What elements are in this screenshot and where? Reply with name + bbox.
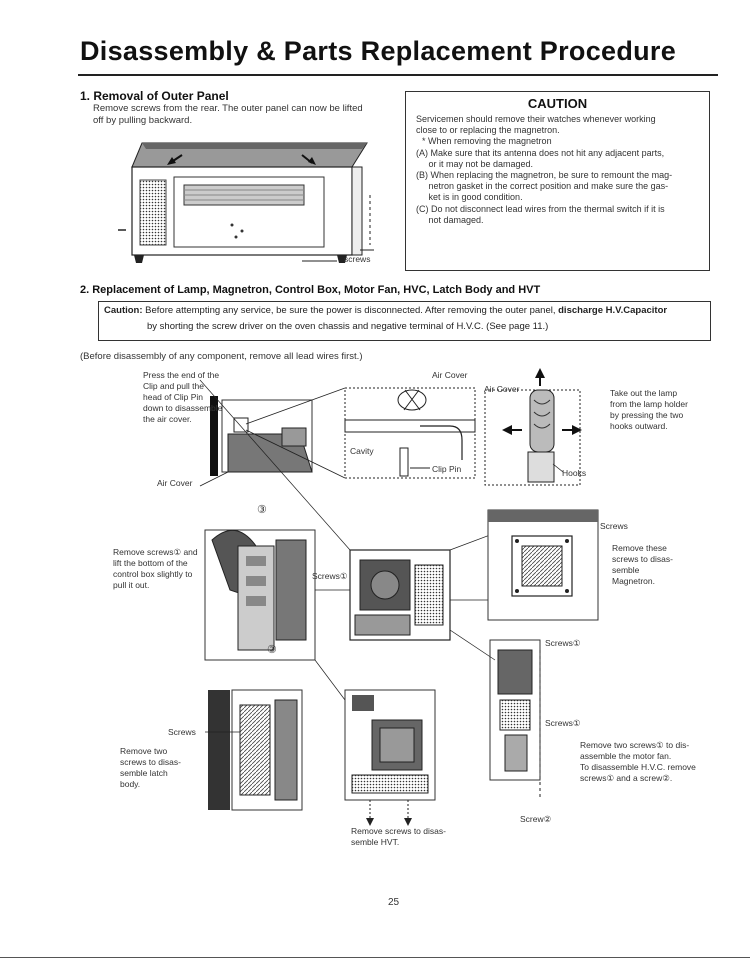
label-magnetron-2: screws to disas- [612, 554, 673, 564]
label-air-cover-top: Air Cover [432, 370, 468, 380]
label-control-2: lift the bottom of the [113, 558, 188, 568]
label-magnetron-3: semble [612, 565, 640, 575]
bottom-rule [0, 957, 750, 958]
label-magnetron-4: Magnetron. [612, 576, 655, 586]
label-control-4: pull it out. [113, 580, 150, 590]
label-clip-pin: Clip Pin [432, 464, 462, 474]
label-screws-left: Screws [168, 727, 196, 737]
label-screws-right: Screws [600, 521, 628, 531]
section1-text-2: off by pulling backward. [93, 115, 193, 126]
label-press-end-4: down to disassemble [143, 403, 223, 413]
section2-caution-box [98, 301, 711, 341]
caution-line: Servicemen should remove their watches whenever working [416, 114, 656, 124]
caution-line: * When removing the magnetron [422, 136, 552, 147]
label-screws-1: Screws① [312, 571, 348, 581]
label-control-3: control box slightly to [113, 569, 193, 579]
label-screws-1c: Screws① [545, 718, 581, 728]
label-latch-1: Remove two [120, 746, 168, 756]
label-latch-4: body. [120, 779, 141, 789]
label-hooks: Hooks [562, 468, 587, 478]
label-press-end-2: Clip and pull the [143, 381, 204, 391]
label-control-1: Remove screws① and [113, 547, 198, 557]
label-motor-3: To disassemble H.V.C. remove [580, 762, 696, 772]
section2-caution-label: Caution: [104, 305, 143, 316]
label-hvt-1: Remove screws to disas- [351, 826, 446, 836]
label-take-out-1: Take out the lamp [610, 388, 678, 398]
section2-heading: 2. Replacement of Lamp, Magnetron, Control Box, Motor Fan, HVC, Latch Body and HVT [80, 284, 541, 296]
label-take-out-4: hooks outward. [610, 421, 668, 431]
label-take-out-2: from the lamp holder [610, 399, 688, 409]
caution-line: (C) Do not disconnect lead wires from the thermal switch if it is [416, 203, 665, 214]
label-motor-2: assemble the motor fan. [580, 751, 672, 761]
caution-line: ket is in good condition. [416, 192, 523, 203]
outer-panel-figure [112, 135, 402, 270]
section2-caution-bold: discharge H.V.Capacitor [558, 305, 668, 316]
caution-title: CAUTION [527, 96, 588, 111]
caution-lines [416, 114, 706, 226]
caution-line: (B) When replacing the magnetron, be sure to remount the mag- [416, 170, 673, 181]
section1-text-1: Remove screws from the rear. The outer panel can now be lifted [93, 103, 363, 114]
caution-line: netron gasket in the correct position and make sure the gas- [416, 181, 669, 192]
label-press-end-5: the air cover. [143, 414, 192, 424]
label-num-3: ③ [257, 504, 267, 516]
label-air-cover: Air Cover [157, 478, 193, 488]
caution-line: or it may not be damaged. [416, 158, 534, 169]
page-title: Disassembly & Parts Replacement Procedure [80, 36, 677, 66]
section2-caution-line1 [104, 305, 667, 316]
label-motor-1: Remove two screws① to dis- [580, 740, 690, 750]
label-take-out-3: by pressing the two [610, 410, 684, 420]
label-num-2: ② [267, 644, 277, 656]
caution-line: close to or replacing the magnetron. [416, 125, 560, 136]
label-cavity: Cavity [350, 446, 374, 456]
page-number: 25 [388, 897, 400, 908]
caution-line: (A) Make sure that its antenna does not hit any adjacent parts, [416, 147, 665, 158]
label-hvt-2: semble HVT. [351, 837, 400, 847]
label-latch-2: screws to disas- [120, 757, 181, 767]
label-screw-2: Screw② [520, 814, 552, 824]
title-rule [78, 74, 718, 76]
label-air-cover-right: Air Cover [484, 384, 520, 394]
label-screws-1b: Screws① [545, 638, 581, 648]
label-press-end-3: head of Clip Pin [143, 392, 204, 402]
section2-caution-text1: Before attempting any service, be sure the power is disconnected. After removing the outer panel, [145, 305, 559, 316]
label-press-end-1: Press the end of the [143, 370, 220, 380]
caution-box [405, 91, 710, 271]
label-latch-3: semble latch [120, 768, 168, 778]
screws-label: screws [344, 254, 371, 264]
label-motor-4: screws① and a screw②. [580, 773, 673, 783]
section1-heading: 1. Removal of Outer Panel [80, 89, 229, 103]
caution-line: not damaged. [416, 214, 484, 225]
section2-note: (Before disassembly of any component, remove all lead wires first.) [80, 351, 363, 362]
section2-caution-text2: by shorting the screw driver on the oven chassis and negative terminal of H.V.C. (See page 11.) [147, 321, 549, 332]
label-magnetron-1: Remove these [612, 543, 667, 553]
